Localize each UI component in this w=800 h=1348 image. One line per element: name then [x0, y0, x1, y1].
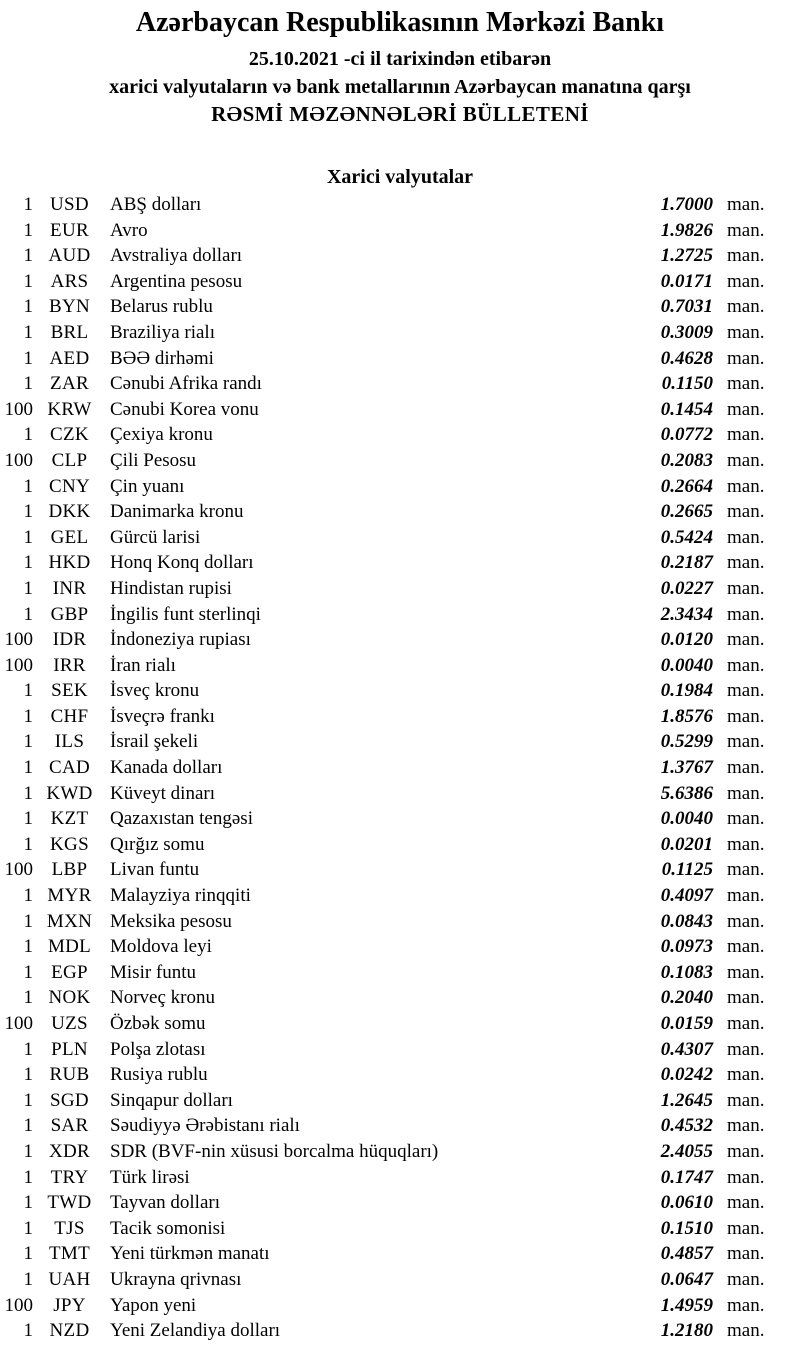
table-row [0, 1062, 800, 1088]
rate-value-cell: 0.0772 [660, 424, 713, 446]
table-row [0, 729, 800, 755]
rate-value-cell: 1.7000 [660, 194, 713, 215]
table-row [0, 320, 800, 346]
rate-value-cell: 1.8576 [660, 705, 713, 727]
quantity-cell: 1 [23, 526, 33, 548]
quantity-cell: 100 [4, 1294, 33, 1316]
quantity-cell: 1 [23, 1243, 33, 1265]
unit-cell: man. [727, 1064, 765, 1086]
unit-cell: man. [727, 424, 765, 446]
currency-code-cell: IDR [52, 629, 87, 651]
rate-value-cell: 0.4307 [660, 1038, 713, 1060]
currency-code-cell: MYR [47, 885, 92, 907]
currency-name-cell: Yeni Zelandiya dolları [110, 1320, 281, 1342]
currency-code-cell: SAR [50, 1115, 89, 1137]
quantity-cell: 100 [4, 629, 33, 651]
currency-code-cell: TMT [48, 1243, 90, 1265]
rate-value-cell: 0.2664 [660, 475, 713, 497]
quantity-cell: 1 [23, 1064, 33, 1086]
rate-value-cell: 1.3767 [660, 757, 713, 779]
currency-name-cell: Avstraliya dolları [110, 245, 243, 267]
quantity-cell: 1 [23, 987, 33, 1009]
currency-code-cell: UZS [51, 1013, 88, 1034]
currency-name-cell: Çili Pesosu [110, 449, 197, 471]
currency-code-cell: MDL [47, 936, 92, 958]
table-row [0, 346, 800, 372]
table-row [0, 678, 800, 704]
currency-code-cell: KGS [50, 833, 89, 855]
unit-cell: man. [727, 1320, 765, 1342]
unit-cell: man. [727, 373, 765, 395]
quantity-cell: 100 [4, 449, 33, 471]
quantity-cell: 1 [23, 705, 33, 727]
quantity-cell: 1 [23, 910, 33, 932]
currency-code-cell: NOK [48, 987, 91, 1009]
rate-value-cell: 1.2645 [660, 1089, 713, 1111]
table-row [0, 422, 800, 448]
rate-value-cell: 1.2180 [660, 1320, 713, 1342]
rate-value-cell: 5.6386 [660, 782, 713, 804]
currency-code-cell: TWD [47, 1192, 92, 1214]
currency-code-cell: KWD [46, 782, 93, 804]
currency-code-cell: NZD [49, 1320, 90, 1342]
rate-value-cell: 0.0171 [660, 270, 713, 292]
currency-name-cell: Qırğız somu [110, 833, 205, 855]
currency-code-cell: TRY [50, 1166, 89, 1188]
table-row [0, 294, 800, 320]
unit-cell: man. [727, 1115, 765, 1137]
unit-cell: man. [727, 833, 765, 855]
table-row [0, 1088, 800, 1114]
unit-cell: man. [727, 526, 765, 548]
rate-value-cell: 0.0040 [660, 808, 713, 830]
quantity-cell: 1 [23, 1115, 33, 1137]
currency-code-cell: UAH [48, 1268, 91, 1290]
unit-cell: man. [727, 782, 765, 804]
quantity-cell: 1 [23, 603, 33, 625]
table-row [0, 576, 800, 602]
quantity-cell: 1 [23, 270, 33, 292]
currency-code-cell: USD [50, 194, 89, 215]
table-row [0, 883, 800, 909]
unit-cell: man. [727, 961, 765, 983]
quantity-cell: 1 [23, 475, 33, 497]
unit-cell: man. [727, 603, 765, 625]
currency-name-cell: İsveçrə frankı [110, 705, 215, 727]
rate-value-cell: 2.3434 [660, 603, 713, 625]
currency-name-cell: İngilis funt sterlinqi [110, 603, 261, 625]
currency-name-cell: Özbək somu [110, 1013, 206, 1034]
unit-cell: man. [727, 1294, 765, 1316]
table-row [0, 704, 800, 730]
table-row [0, 1293, 800, 1319]
rate-value-cell: 0.1747 [660, 1166, 713, 1188]
rate-value-cell: 0.1083 [660, 961, 713, 983]
rate-value-cell: 0.1454 [660, 398, 713, 420]
currency-name-cell: Hindistan rupisi [110, 577, 232, 599]
rate-value-cell: 0.3009 [660, 321, 713, 343]
quantity-cell: 1 [23, 885, 33, 907]
table-row [0, 1011, 800, 1037]
currency-code-cell: XDR [48, 1140, 90, 1162]
rate-value-cell: 0.2187 [660, 552, 713, 574]
unit-cell: man. [727, 552, 765, 574]
currency-code-cell: SEK [51, 680, 88, 702]
subtitle-line: xarici valyutaların və bank metallarının Azərbaycan manatına qarşı [109, 76, 691, 98]
table-row [0, 960, 800, 986]
currency-name-cell: Malayziya rinqqiti [110, 885, 251, 907]
currency-name-cell: ABŞ dolları [110, 194, 202, 215]
table-row [0, 243, 800, 269]
currency-code-cell: MXN [46, 910, 93, 932]
quantity-cell: 1 [23, 194, 33, 215]
table-row [0, 1190, 800, 1216]
currency-code-cell: JPY [53, 1294, 86, 1316]
rate-value-cell: 0.0227 [660, 577, 713, 599]
unit-cell: man. [727, 1013, 765, 1034]
table-row [0, 1318, 800, 1344]
currency-name-cell: Honq Konq dolları [110, 552, 254, 574]
table-row [0, 627, 800, 653]
quantity-cell: 100 [4, 1013, 33, 1034]
table-row [0, 550, 800, 576]
currency-name-cell: Belarus rublu [110, 296, 213, 318]
quantity-cell: 1 [23, 757, 33, 779]
rate-value-cell: 0.0610 [660, 1192, 713, 1214]
unit-cell: man. [727, 449, 765, 471]
effective-date-line: 25.10.2021 -ci il tarixindən etibarən [248, 48, 552, 70]
currency-code-cell: EUR [50, 219, 89, 241]
currency-code-cell: RUB [49, 1064, 90, 1086]
currency-name-cell: SDR (BVF-nin xüsusi borcalma hüquqları) [110, 1140, 439, 1162]
unit-cell: man. [727, 245, 765, 267]
unit-cell: man. [727, 885, 765, 907]
currency-name-cell: Türk lirəsi [110, 1166, 190, 1188]
rate-value-cell: 0.0242 [660, 1064, 713, 1086]
section-title-foreign-currencies: Xarici valyutalar [326, 166, 474, 188]
currency-name-cell: Tayvan dolları [110, 1192, 220, 1214]
quantity-cell: 100 [4, 398, 33, 420]
rate-value-cell: 0.1150 [661, 373, 713, 395]
currency-name-cell: Yapon yeni [110, 1294, 197, 1316]
quantity-cell: 1 [23, 961, 33, 983]
unit-cell: man. [727, 577, 765, 599]
rate-value-cell: 0.0159 [660, 1013, 713, 1034]
table-row [0, 448, 800, 474]
rate-value-cell: 2.4055 [660, 1140, 713, 1162]
quantity-cell: 1 [23, 1038, 33, 1060]
table-row [0, 806, 800, 832]
unit-cell: man. [727, 936, 765, 958]
table-row [0, 1139, 800, 1165]
table-row [0, 934, 800, 960]
unit-cell: man. [727, 270, 765, 292]
quantity-cell: 1 [23, 833, 33, 855]
currency-code-cell: GBP [50, 603, 89, 625]
currency-name-cell: Rusiya rublu [110, 1064, 208, 1086]
currency-name-cell: Meksika pesosu [110, 910, 232, 932]
unit-cell: man. [727, 219, 765, 241]
unit-cell: man. [727, 731, 765, 753]
unit-cell: man. [727, 475, 765, 497]
unit-cell: man. [727, 910, 765, 932]
unit-cell: man. [727, 1243, 765, 1265]
currency-name-cell: Çexiya kronu [110, 424, 213, 446]
unit-cell: man. [727, 296, 765, 318]
rate-value-cell: 0.5299 [660, 731, 713, 753]
quantity-cell: 1 [23, 1268, 33, 1290]
currency-code-cell: BRL [50, 321, 89, 343]
rate-value-cell: 1.4959 [660, 1294, 713, 1316]
unit-cell: man. [727, 1089, 765, 1111]
quantity-cell: 100 [4, 859, 33, 881]
quantity-cell: 1 [23, 1217, 33, 1239]
currency-name-cell: Səudiyyə Ərəbistanı rialı [110, 1115, 300, 1137]
table-row [0, 192, 800, 218]
rate-value-cell: 1.9826 [660, 219, 713, 241]
currency-code-cell: ZAR [50, 373, 89, 395]
bulletin-header [0, 0, 800, 126]
rate-value-cell: 0.4628 [660, 347, 713, 369]
rate-value-cell: 0.0201 [660, 833, 713, 855]
currency-name-cell: Küveyt dinarı [110, 782, 216, 804]
currency-code-cell: PLN [51, 1038, 88, 1060]
currency-code-cell: GEL [50, 526, 89, 548]
rate-value-cell: 0.0973 [660, 936, 713, 958]
table-row [0, 985, 800, 1011]
currency-name-cell: Sinqapur dolları [110, 1089, 233, 1111]
currency-code-cell: KRW [47, 398, 92, 420]
currency-name-cell: Norveç kronu [110, 987, 215, 1009]
rate-value-cell: 0.0647 [660, 1268, 713, 1290]
quantity-cell: 1 [23, 936, 33, 958]
table-row [0, 909, 800, 935]
currency-code-cell: LBP [51, 859, 88, 881]
currency-code-cell: CAD [48, 757, 90, 779]
currency-code-cell: BYN [48, 296, 90, 318]
currency-code-cell: SGD [50, 1089, 89, 1111]
unit-cell: man. [727, 501, 765, 523]
unit-cell: man. [727, 705, 765, 727]
quantity-cell: 1 [23, 552, 33, 574]
quantity-cell: 1 [23, 782, 33, 804]
table-row [0, 832, 800, 858]
rate-value-cell: 0.4097 [660, 885, 713, 907]
rate-value-cell: 0.5424 [660, 526, 713, 548]
quantity-cell: 1 [23, 1192, 33, 1214]
quantity-cell: 1 [23, 1140, 33, 1162]
unit-cell: man. [727, 1268, 765, 1290]
bulletin-title: RƏSMİ MƏZƏNNƏLƏRİ BÜLLETENİ [211, 102, 589, 126]
quantity-cell: 1 [23, 424, 33, 446]
currency-code-cell: KZT [50, 808, 89, 830]
unit-cell: man. [727, 987, 765, 1009]
rate-value-cell: 1.2725 [660, 245, 713, 267]
table-row [0, 474, 800, 500]
unit-cell: man. [727, 654, 765, 676]
unit-cell: man. [727, 1217, 765, 1239]
table-row [0, 1037, 800, 1063]
rate-value-cell: 0.0120 [660, 629, 713, 651]
currency-code-cell: CHF [50, 705, 89, 727]
table-row [0, 653, 800, 679]
quantity-cell: 1 [23, 1166, 33, 1188]
quantity-cell: 1 [23, 501, 33, 523]
rate-value-cell: 0.2665 [660, 501, 713, 523]
unit-cell: man. [727, 757, 765, 779]
table-row [0, 857, 800, 883]
currency-name-cell: Misir funtu [110, 961, 197, 983]
table-row [0, 1267, 800, 1293]
unit-cell: man. [727, 398, 765, 420]
table-row [0, 499, 800, 525]
table-row [0, 1241, 800, 1267]
rate-value-cell: 0.1984 [660, 680, 713, 702]
currency-code-cell: HKD [48, 552, 91, 574]
table-row [0, 1113, 800, 1139]
quantity-cell: 1 [23, 347, 33, 369]
quantity-cell: 100 [4, 654, 33, 676]
currency-name-cell: Ukrayna qrivnası [110, 1268, 242, 1290]
currency-code-cell: ILS [54, 731, 85, 753]
currency-code-cell: IRR [53, 654, 86, 676]
currency-name-cell: BƏƏ dirhəmi [110, 347, 214, 369]
unit-cell: man. [727, 1192, 765, 1214]
currency-name-cell: Yeni türkmən manatı [110, 1243, 270, 1265]
currency-name-cell: İsveç kronu [110, 680, 200, 702]
currency-name-cell: Braziliya rialı [110, 321, 215, 343]
table-row [0, 269, 800, 295]
currency-code-cell: INR [52, 577, 87, 599]
currency-name-cell: Moldova leyi [110, 936, 212, 958]
quantity-cell: 1 [23, 680, 33, 702]
currency-name-cell: İsrail şekeli [110, 731, 199, 753]
rate-value-cell: 0.0040 [660, 654, 713, 676]
currency-code-cell: CZK [50, 424, 89, 446]
rate-value-cell: 0.1510 [660, 1217, 713, 1239]
table-row [0, 1165, 800, 1191]
currency-code-cell: DKK [48, 501, 91, 523]
currency-name-cell: Qazaxıstan tengəsi [110, 808, 253, 830]
currency-code-cell: TJS [54, 1217, 85, 1239]
currency-name-cell: Tacik somonisi [110, 1217, 226, 1239]
rate-value-cell: 0.2040 [660, 987, 713, 1009]
quantity-cell: 1 [23, 245, 33, 267]
rate-value-cell: 0.4857 [660, 1243, 713, 1265]
currency-code-cell: EGP [51, 961, 88, 983]
quantity-cell: 1 [23, 373, 33, 395]
rate-value-cell: 0.1125 [661, 859, 713, 881]
exchange-rates-table [0, 192, 800, 1344]
quantity-cell: 1 [23, 808, 33, 830]
unit-cell: man. [727, 859, 765, 881]
currency-code-cell: AUD [48, 245, 91, 267]
unit-cell: man. [727, 808, 765, 830]
currency-name-cell: Gürcü larisi [110, 526, 201, 548]
table-row [0, 781, 800, 807]
rate-value-cell: 0.0843 [660, 910, 713, 932]
unit-cell: man. [727, 1038, 765, 1060]
table-row [0, 218, 800, 244]
bank-name-title: Azərbaycan Respublikasının Mərkəzi Bankı [135, 7, 665, 38]
quantity-cell: 1 [23, 1320, 33, 1342]
currency-name-cell: Cənubi Korea vonu [110, 398, 259, 420]
table-row [0, 397, 800, 423]
quantity-cell: 1 [23, 1089, 33, 1111]
quantity-cell: 1 [23, 731, 33, 753]
currency-code-cell: ARS [50, 270, 89, 292]
quantity-cell: 1 [23, 321, 33, 343]
table-row [0, 602, 800, 628]
currency-code-cell: AED [49, 347, 90, 369]
currency-name-cell: İran rialı [110, 654, 176, 676]
currency-name-cell: Argentina pesosu [110, 270, 243, 292]
table-row [0, 755, 800, 781]
currency-code-cell: CLP [51, 449, 88, 471]
unit-cell: man. [727, 347, 765, 369]
unit-cell: man. [727, 1140, 765, 1162]
unit-cell: man. [727, 194, 765, 215]
currency-name-cell: Avro [110, 219, 148, 241]
currency-name-cell: Livan funtu [110, 859, 200, 881]
currency-name-cell: Çin yuanı [110, 475, 185, 497]
unit-cell: man. [727, 629, 765, 651]
currency-name-cell: Kanada dolları [110, 757, 223, 779]
rate-value-cell: 0.4532 [660, 1115, 713, 1137]
currency-name-cell: Cənubi Afrika randı [110, 373, 262, 395]
currency-code-cell: CNY [48, 475, 90, 497]
unit-cell: man. [727, 321, 765, 343]
quantity-cell: 1 [23, 296, 33, 318]
table-row [0, 371, 800, 397]
unit-cell: man. [727, 1166, 765, 1188]
unit-cell: man. [727, 680, 765, 702]
currency-name-cell: İndoneziya rupiası [110, 629, 251, 651]
table-row [0, 1216, 800, 1242]
currency-name-cell: Danimarka kronu [110, 501, 244, 523]
rate-value-cell: 0.7031 [660, 296, 713, 318]
currency-name-cell: Polşa zlotası [110, 1038, 206, 1060]
table-row [0, 525, 800, 551]
rate-value-cell: 0.2083 [660, 449, 713, 471]
quantity-cell: 1 [23, 577, 33, 599]
quantity-cell: 1 [23, 219, 33, 241]
